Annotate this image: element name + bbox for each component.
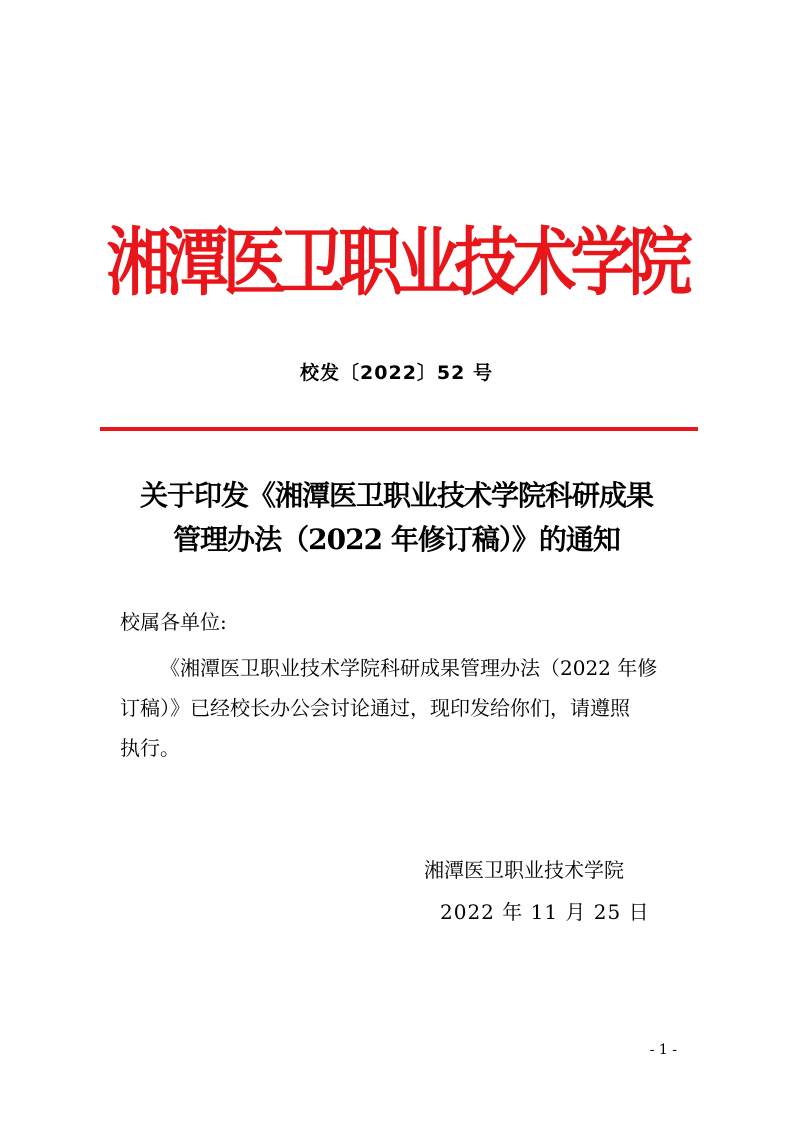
page-number: - 1 - [649,1042,677,1058]
body-line-3: 执行。 [120,736,180,760]
issue-date: 2022 年 11 月 25 日 [440,900,650,924]
body-paragraph [120,648,680,768]
document-title-line-2: 管理办法（2022 年修订稿）》的通知 [173,523,620,556]
body-line-1: 《湘潭医卫职业技术学院科研成果管理办法（2022 年修 [160,656,658,680]
letterhead-divider [100,427,698,431]
issuer-signature: 湘潭医卫职业技术学院 [424,858,624,882]
body-line-2: 订稿）》已经校长办公会讨论通过，现印发给你们，请遵照 [120,696,630,720]
document-title-line-1: 关于印发《湘潭医卫职业技术学院科研成果 [139,479,653,512]
document-title [0,474,793,562]
institution-letterhead-title: 湘潭医卫职业技术学院 [106,220,687,307]
document-number: 校发〔2022〕52 号 [300,362,493,384]
salutation: 校属各单位: [120,610,227,634]
